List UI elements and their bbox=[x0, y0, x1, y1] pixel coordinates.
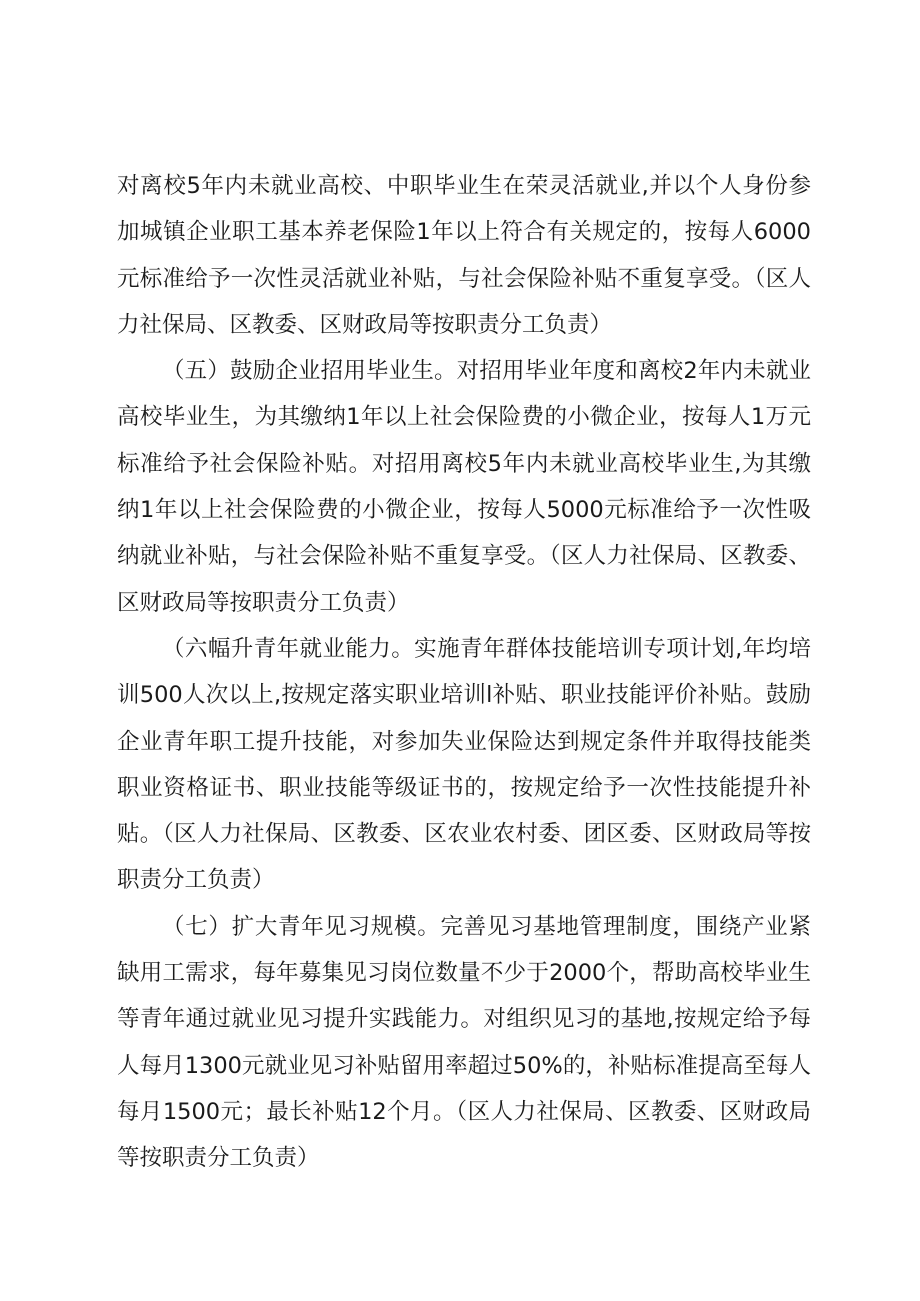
document-body bbox=[117, 163, 811, 1182]
paragraph-section-6: （六幅升青年就业能力。实施青年群体技能培训专项计划,年均培训500人次以上,按规定落实职业培训l补贴、职业技能评价补贴。鼓励企业青年职工提升技能，对参加失业保险达到规定条件并取得技能类职业资格证书、职业技能等级证书的，按规定给予一次性技能提升补贴。（区人力社保局、区教委、区农业农村委、团区委、区财政局等按职责分工负责） bbox=[117, 635, 811, 894]
paragraph-continuation: 对离校5年内未就业高校、中职毕业生在荣灵活就业,并以个人身份参加城镇企业职工基本养老保险1年以上符合有关规定的，按每人6000元标准给予一次性灵活就业补贴，与社会保险补贴不重复享受。（区人力社保局、区教委、区财政局等按职责分工负责） bbox=[117, 173, 811, 338]
paragraph-section-5: （五）鼓励企业招用毕业生。对招用毕业年度和离校2年内未就业高校毕业生，为其缴纳1年以上社会保险费的小微企业，按每人1万元标准给予社会保险补贴。对招用离校5年内未就业高校毕业生,为其缴纳1年以上社会保险费的小微企业，按每人5000元标准给予一次性吸纳就业补贴，与社会保险补贴不重复享受。（区人力社保局、区教委、区财政局等按职责分工负责） bbox=[117, 358, 811, 616]
paragraph-section-7: （七）扩大青年见习规模。完善见习基地管理制度，围绕产业紧缺用工需求，每年募集见习岗位数量不少于2000个，帮助高校毕业生等青年通过就业见习提升实践能力。对组织见习的基地,按规定给予每人每月1300元就业见习补贴留用率超过50%的，补贴标准提高至每人每月1500元；最长补贴12个月。（区人力社保局、区教委、区财政局等按职责分工负责） bbox=[117, 913, 811, 1172]
